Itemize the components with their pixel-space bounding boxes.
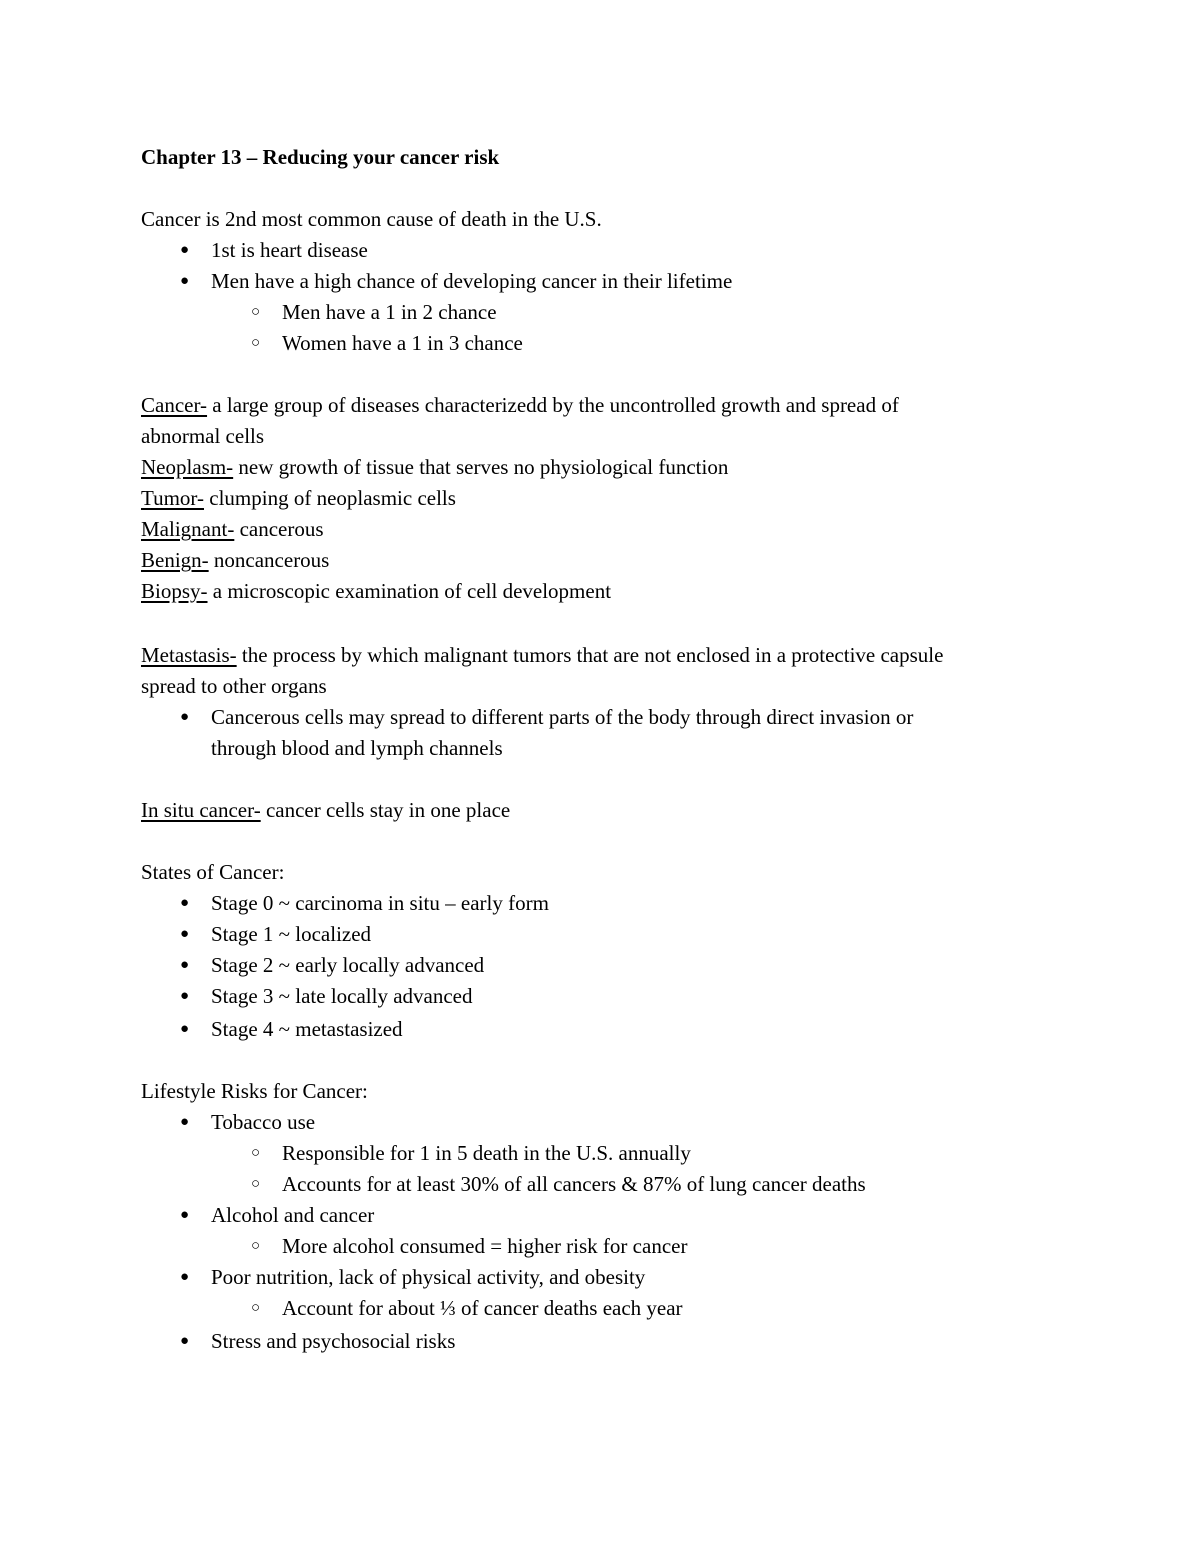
stage-item: Stage 0 ~ carcinoma in situ – early form xyxy=(211,891,549,915)
definition-metastasis-cont: spread to other organs xyxy=(141,674,327,698)
definition-biopsy xyxy=(141,578,611,604)
def-malignant: cancerous xyxy=(234,517,324,541)
lifestyle-alcohol-sub: More alcohol consumed = higher risk for cancer xyxy=(282,1234,688,1258)
def-cancer: a large group of diseases characterizedd by the uncontrolled growth and spread of xyxy=(207,393,899,417)
intro-text: Cancer is 2nd most common cause of death in the U.S. xyxy=(141,207,602,231)
intro-bullet-men: Men have a high chance of developing cancer in their lifetime xyxy=(211,269,733,293)
definition-malignant xyxy=(141,516,324,542)
metastasis-bullet-cont: through blood and lymph channels xyxy=(211,736,503,760)
definition-insitu xyxy=(141,797,510,823)
bullet-filled-icon: ● xyxy=(180,242,190,258)
term-metastasis: Metastasis- xyxy=(141,643,237,667)
definition-benign xyxy=(141,547,329,573)
def-insitu: cancer cells stay in one place xyxy=(260,798,511,822)
lifestyle-nutrition-sub: Account for about ⅓ of cancer deaths each year xyxy=(282,1296,683,1320)
definition-neoplasm xyxy=(141,454,728,480)
lifestyle-tobacco: Tobacco use xyxy=(211,1110,316,1134)
bullet-filled-icon: ● xyxy=(180,926,190,942)
stage-item: Stage 2 ~ early locally advanced xyxy=(211,953,485,977)
bullet-filled-icon: ● xyxy=(180,957,190,973)
term-neoplasm: Neoplasm- xyxy=(141,455,234,479)
def-benign: noncancerous xyxy=(208,548,330,572)
lifestyle-nutrition: Poor nutrition, lack of physical activity, and obesity xyxy=(211,1265,646,1289)
term-cancer: Cancer- xyxy=(141,393,208,417)
intro-sub-women: Women have a 1 in 3 chance xyxy=(282,331,523,355)
lifestyle-tobacco-sub: Accounts for at least 30% of all cancers & 87% of lung cancer deaths xyxy=(282,1172,866,1196)
bullet-hollow-icon: ○ xyxy=(251,1176,261,1192)
bullet-hollow-icon: ○ xyxy=(251,335,261,351)
definition-cancer xyxy=(141,392,899,418)
chapter-title: Chapter 13 – Reducing your cancer risk xyxy=(141,145,500,169)
lifestyle-alcohol: Alcohol and cancer xyxy=(211,1203,375,1227)
metastasis-bullet: Cancerous cells may spread to different parts of the body through direct invasion or xyxy=(211,705,914,729)
bullet-hollow-icon: ○ xyxy=(251,1145,261,1161)
lifestyle-heading: Lifestyle Risks for Cancer: xyxy=(141,1079,368,1103)
bullet-hollow-icon: ○ xyxy=(251,1300,261,1316)
lifestyle-tobacco-sub: Responsible for 1 in 5 death in the U.S. annually xyxy=(282,1141,691,1165)
def-neoplasm: new growth of tissue that serves no physiological function xyxy=(233,455,729,479)
intro-sub-men: Men have a 1 in 2 chance xyxy=(282,300,497,324)
bullet-hollow-icon: ○ xyxy=(251,304,261,320)
bullet-filled-icon: ● xyxy=(180,895,190,911)
stage-item: Stage 4 ~ metastasized xyxy=(211,1017,403,1041)
bullet-filled-icon: ● xyxy=(180,1207,190,1223)
stages-heading: States of Cancer: xyxy=(141,860,285,884)
term-malignant: Malignant- xyxy=(141,517,235,541)
bullet-hollow-icon: ○ xyxy=(251,1238,261,1254)
bullet-filled-icon: ● xyxy=(180,1333,190,1349)
bullet-filled-icon: ● xyxy=(180,1021,190,1037)
def-tumor: clumping of neoplasmic cells xyxy=(204,486,456,510)
definition-cancer-cont: abnormal cells xyxy=(141,424,265,448)
bullet-filled-icon: ● xyxy=(180,1114,190,1130)
def-metastasis: the process by which malignant tumors that are not enclosed in a protective capsule xyxy=(236,643,944,667)
term-insitu: In situ cancer- xyxy=(141,798,261,822)
bullet-filled-icon: ● xyxy=(180,273,190,289)
term-biopsy: Biopsy- xyxy=(141,579,208,603)
stage-item: Stage 1 ~ localized xyxy=(211,922,372,946)
term-tumor: Tumor- xyxy=(141,486,204,510)
bullet-filled-icon: ● xyxy=(180,709,190,725)
bullet-filled-icon: ● xyxy=(180,1269,190,1285)
definition-metastasis xyxy=(141,642,943,668)
stage-item: Stage 3 ~ late locally advanced xyxy=(211,984,473,1008)
intro-bullet-heart: 1st is heart disease xyxy=(211,238,368,262)
bullet-filled-icon: ● xyxy=(180,988,190,1004)
lifestyle-stress: Stress and psychosocial risks xyxy=(211,1329,456,1353)
definition-tumor xyxy=(141,485,456,511)
term-benign: Benign- xyxy=(141,548,209,572)
def-biopsy: a microscopic examination of cell development xyxy=(207,579,612,603)
